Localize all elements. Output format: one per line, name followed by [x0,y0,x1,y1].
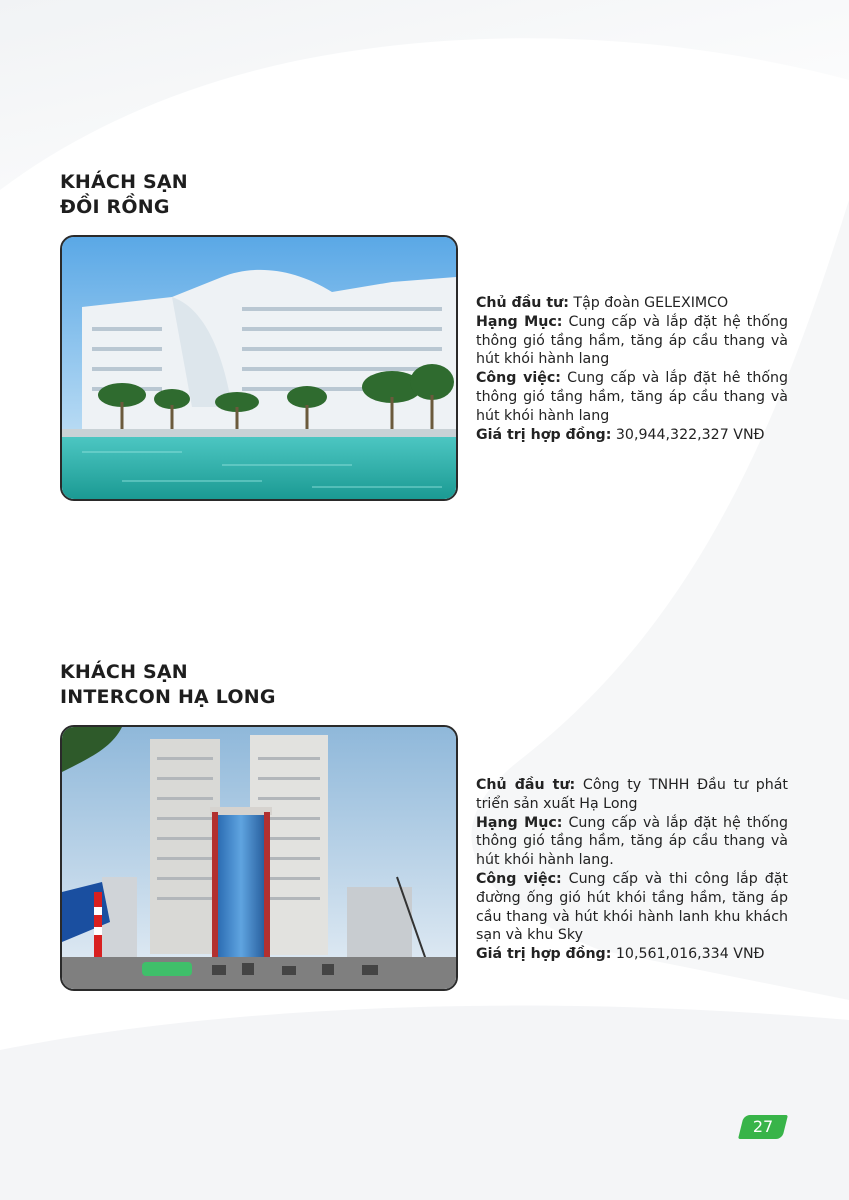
scope-label: Hạng Mục: [476,313,563,330]
investor-label: Chủ đầu tư: [476,777,576,793]
project-details [476,294,788,444]
work-label: Công việc: [476,370,561,387]
hotel-towers-photo [60,725,458,991]
title-line-1: KHÁCH SẠN [60,171,188,193]
scope-line [476,814,788,870]
work-value: Cung cấp và thi công lắp đặt đường ống gió hút khói tầng hầm, tăng áp cầu thang và hút khói hành lanh khu khách sạn và khu Sky [476,870,788,944]
contract-value-line [476,426,788,445]
title-line-1: KHÁCH SẠN [60,661,188,683]
project-title [60,660,276,710]
investor-label: Chủ đầu tư: [476,295,569,311]
work-line [476,369,788,425]
scope-value: Cung cấp và lắp đặt hệ thống thông gió tầng hầm, tăng áp cầu thang và hút khói hành lang [476,313,788,368]
title-line-2: INTERCON HẠ LONG [60,686,276,708]
work-line [476,870,788,945]
investor-line [476,776,788,814]
investor-value: Tập đoàn GELEXIMCO [573,295,729,311]
page-number: 27 [752,1117,774,1136]
scope-line [476,313,788,369]
investor-line [476,294,788,313]
hotel-pool-photo [60,235,458,501]
scope-label: Hạng Mục: [476,814,563,831]
scope-value: Cung cấp và lắp đặt hệ thống thông gió tầng hầm, tăng áp cầu thang và hút khói hành lang. [476,814,788,869]
contract-value-line [476,945,788,964]
project-title [60,170,188,220]
work-label: Công việc: [476,870,562,887]
contract-value-label: Giá trị hợp đồng: [476,426,612,443]
investor-value: Công ty TNHH Đầu tư phát triển sản xuất Hạ Long [476,777,788,812]
contract-value: 30,944,322,327 VNĐ [615,426,765,443]
project-details [476,776,788,964]
work-value: Cung cấp và lắp đặt hê thống thông gió tầng hầm, tăng áp cầu thang và hút khói hành lang [476,370,789,424]
contract-value-label: Giá trị hợp đồng: [476,946,612,963]
contract-value: 10,561,016,334 VNĐ [615,946,765,963]
title-line-2: ĐỒI RỒNG [60,196,170,218]
